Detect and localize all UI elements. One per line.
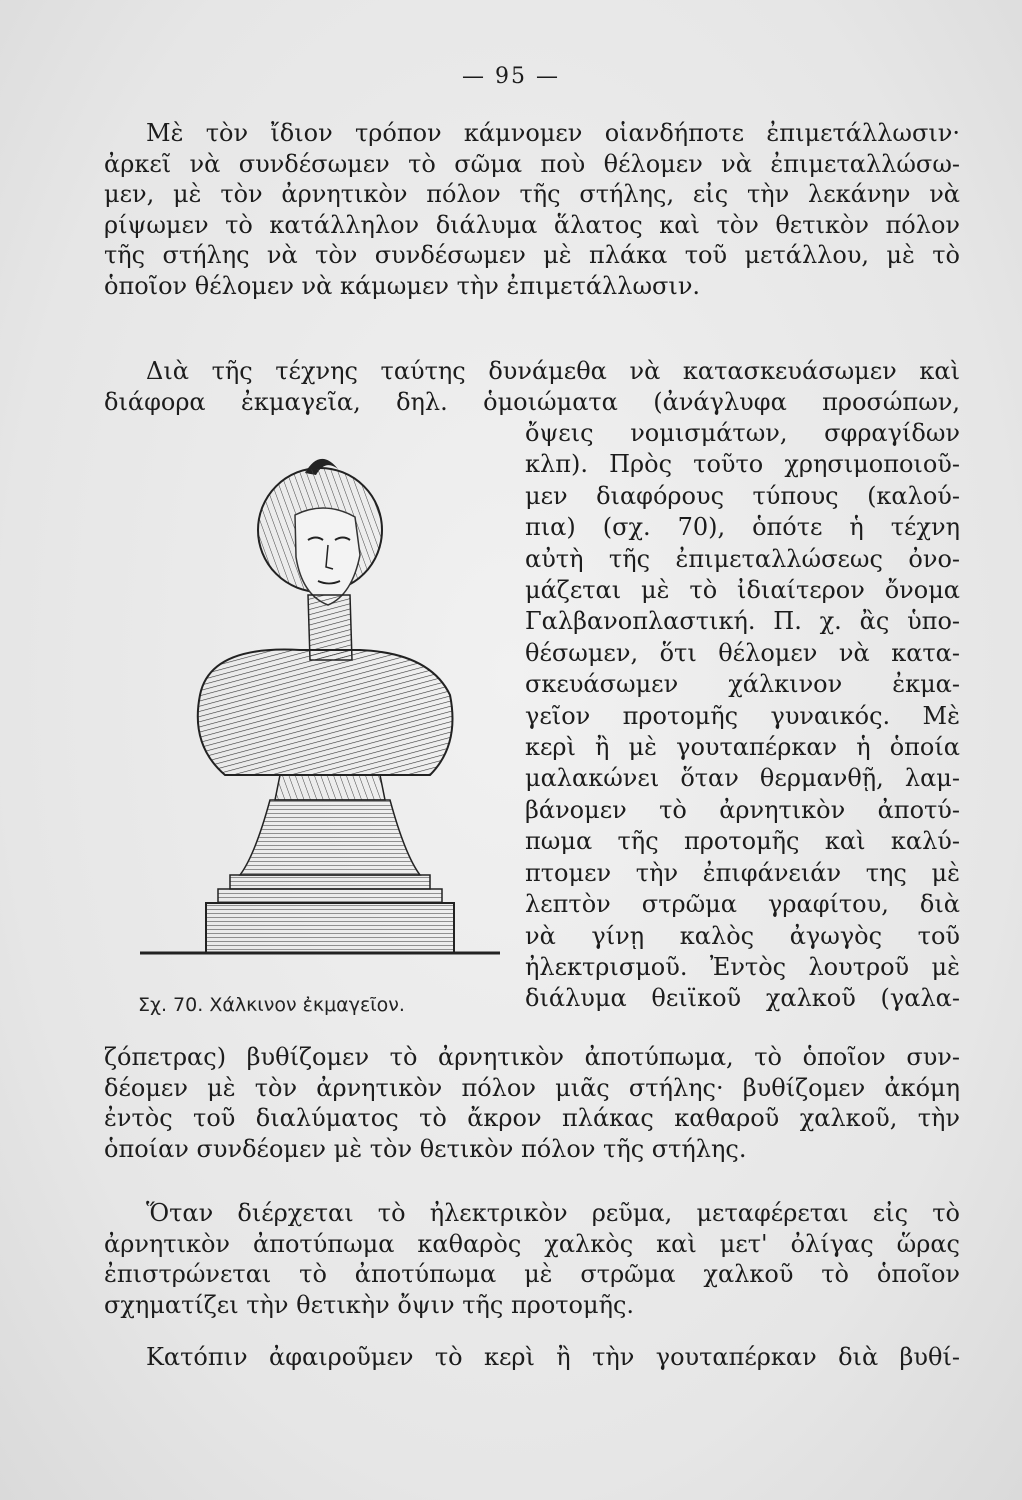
- text-column-beside-figure: [525, 418, 960, 1015]
- pedestal-top: [275, 775, 385, 800]
- paragraph-removal: [104, 1342, 960, 1373]
- figure-caption: Σχ. 70. Χάλκινον ἐκμαγεῖον.: [138, 994, 405, 1016]
- text-line: ἀρκεῖ νὰ συνδέσωμεν τὸ σῶμα ποὺ θέλομεν νὰ ἐπιμεταλλώσω-: [104, 149, 960, 178]
- pedestal-base: [206, 903, 454, 953]
- text-line: πωμα τῆς προτομῆς καὶ καλύ-: [525, 827, 960, 856]
- text-line: θέσωμεν, ὅτι θέλομεν νὰ κατα-: [525, 638, 960, 667]
- text-line: βάνομεν τὸ ἀρνητικὸν ἀποτύ-: [525, 795, 960, 824]
- text-line: κερὶ ἢ μὲ γουταπέρκαν ἡ ὁποία: [525, 733, 960, 762]
- paragraph-electroplating-method: [104, 118, 960, 302]
- text-line: δέομεν μὲ τὸν ἀρνητικὸν πόλον μιᾶς στήλης· βυθίζομεν ἀκόμη: [104, 1073, 960, 1102]
- bust-illustration: [130, 445, 510, 975]
- text-line: ζόπετρας) βυθίζομεν τὸ ἀρνητικὸν ἀποτύπωμα, τὸ ὁποῖον συν-: [104, 1043, 960, 1071]
- text-line: ρίψωμεν τὸ κατάλληλον διάλυμα ἅλατος καὶ τὸν θετικὸν πόλον: [104, 210, 960, 239]
- text-line: μαλακώνει ὅταν θερμανθῇ, λαμ-: [525, 764, 960, 793]
- text-line: πτομεν τὴν ἐπιφάνειάν της μὲ: [525, 858, 960, 887]
- text-line: λεπτὸν στρῶμα γραφίτου, διὰ: [525, 890, 960, 919]
- text-line: διάλυμα θειϊκοῦ χαλκοῦ (γαλα-: [525, 984, 960, 1013]
- text-line: ὁποίαν συνδέομεν μὲ τὸν θετικὸν πόλον τῆς στήλης.: [104, 1134, 747, 1163]
- text-line: πια) (σχ. 70), ὁπότε ἡ τέχνη: [525, 513, 960, 542]
- page-number: — 95 —: [462, 64, 560, 89]
- bust-shoulders: [198, 650, 453, 775]
- text-line: ὁποῖον θέλομεν νὰ κάμωμεν τὴν ἐπιμετάλλωσιν.: [104, 271, 701, 300]
- text-line: Γαλβανοπλαστική. Π. χ. ἂς ὑπο-: [525, 607, 960, 636]
- text-line: ἐντὸς τοῦ διαλύματος τὸ ἄκρον πλάκας καθαροῦ χαλκοῦ, τὴν: [104, 1104, 960, 1133]
- text-line: διάφορα ἐκμαγεῖα, δηλ. ὁμοιώματα (ἀνάγλυφα προσώπων,: [104, 387, 960, 416]
- text-line: νὰ γίνῃ καλὸς ἀγωγὸς τοῦ: [525, 921, 960, 950]
- paragraph-current: [104, 1198, 960, 1320]
- text-line: γεῖον προτομῆς γυναικός. Μὲ: [525, 701, 960, 730]
- text-line: μεν διαφόρους τύπους (καλού-: [525, 481, 960, 510]
- text-line: Μὲ τὸν ἴδιον τρόπον κάμνομεν οἱανδήποτε ἐπιμετάλλωσιν·: [146, 119, 960, 147]
- pedestal-body: [240, 800, 420, 875]
- text-line: Κατόπιν ἀφαιροῦμεν τὸ κερὶ ἢ τὴν γουταπέρκαν διὰ βυθί-: [146, 1343, 960, 1371]
- text-line: ἠλεκτρισμοῦ. Ἐντὸς λουτροῦ μὲ: [525, 952, 960, 981]
- text-line: τῆς στήλης νὰ τὸν συνδέσωμεν μὲ πλάκα τοῦ μετάλλου, μὲ τὸ: [104, 241, 960, 270]
- pedestal-step: [218, 889, 442, 903]
- text-line: ἐπιστρώνεται τὸ ἀποτύπωμα μὲ στρῶμα χαλκοῦ τὸ ὁποῖον: [104, 1260, 960, 1289]
- text-line: αὐτὴ τῆς ἐπιμεταλλώσεως ὀνο-: [525, 544, 960, 573]
- paragraph-immersion: [104, 1042, 960, 1164]
- text-line: σκευάσωμεν χάλκινον ἐκμα-: [525, 670, 960, 699]
- text-line: κλπ). Πρὸς τοῦτο χρησιμοποιοῦ-: [525, 450, 960, 479]
- text-line: Διὰ τῆς τέχνης ταύτης δυνάμεθα νὰ κατασκευάσωμεν καὶ: [146, 357, 960, 385]
- text-line: ἀρνητικὸν ἀποτύπωμα καθαρὸς χαλκὸς καὶ μετ' ὀλίγας ὥρας: [104, 1229, 960, 1258]
- text-line: Ὅταν διέρχεται τὸ ἠλεκτρικὸν ρεῦμα, μεταφέρεται εἰς τὸ: [146, 1199, 960, 1227]
- text-line: ὄψεις νομισμάτων, σφραγίδων: [525, 419, 960, 447]
- paragraph-casts-intro: [104, 356, 960, 417]
- text-line: μάζεται μὲ τὸ ἰδιαίτερον ὄνομα: [525, 576, 960, 605]
- text-line: σχηματίζει τὴν θετικὴν ὄψιν τῆς προτομῆς.: [104, 1290, 635, 1319]
- pedestal-step: [230, 875, 430, 889]
- text-line: μεν, μὲ τὸν ἀρνητικὸν πόλον τῆς στήλης, εἰς τὴν λεκάνην νὰ: [104, 180, 960, 209]
